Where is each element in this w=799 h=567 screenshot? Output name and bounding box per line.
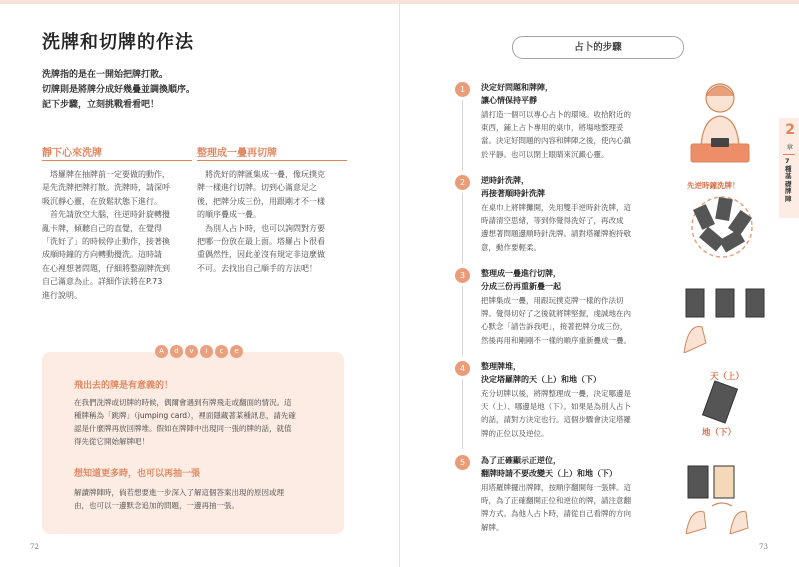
advice-badge-letter: d: [170, 345, 183, 358]
chapter-title: 7種基礎牌陣: [785, 157, 792, 203]
body-line: 是先洗牌把牌打散。洗牌時，請深呼: [42, 183, 170, 193]
body-line: 時請清空思緒，等到你覺得洗好了，再改成: [481, 216, 624, 226]
deck-orientation-illustration: [696, 380, 746, 426]
earth-caption: 地（下）: [702, 428, 737, 438]
body-line: 牌方式。為他人占卜時，請從自己看牌的方向: [481, 509, 631, 519]
advice-body-draw-more: [74, 486, 336, 512]
step-connector: [462, 379, 463, 449]
advice-badge-letter: i: [200, 345, 213, 358]
step-heading: [481, 82, 553, 107]
advice-badge-letter: A: [155, 345, 168, 358]
heading-rule: [197, 160, 347, 161]
body-line: 塔羅牌在抽牌前一定要做的動作，: [42, 170, 170, 179]
body-line: 請打造一個可以專心占卜的環境。收拾附近的: [481, 110, 631, 119]
advice-heading-jumping-card: 飛出去的牌是有意義的！: [74, 381, 174, 391]
body-line: 在桌巾上將牌攤開，先用雙手逆時針洗牌，這: [481, 203, 631, 212]
page-number-left: 72: [30, 543, 39, 551]
page-title: 洗牌和切牌的作法: [42, 32, 194, 53]
body-line: 進行說明。: [42, 290, 82, 300]
intro-line: 記下步驟，立刻挑戰看看吧！: [42, 100, 160, 110]
step-heading: [481, 268, 561, 293]
step-body: [481, 108, 631, 161]
heading-line: 分成三份再重新疊一起: [481, 281, 561, 291]
body-line: 自己滿意為止。詳細作法將在P.73: [42, 277, 163, 287]
body-line: 解牌。: [481, 522, 504, 532]
step-number-badge: 2: [455, 175, 470, 190]
body-line: 為別人占卜時，也可以詢問對方要: [197, 223, 325, 233]
body-line: 由，也可以一邊默念追加的問題，一邊再抽一張。: [74, 501, 239, 510]
body-line: 解讀牌陣時，倘若想要進一步深入了解這個答案出現的原因或理: [74, 488, 284, 497]
body-line: 時，為了正確翻開正位和逆位的牌，請注意翻: [481, 496, 631, 506]
body-line: 天（上）、哪邊是地（下）。如果是為別人占卜: [481, 402, 631, 412]
advice-heading-draw-more: 想知道更多時，也可以再抽一張: [74, 469, 201, 479]
body-line: 在心裡想著問題，仔細將整副牌洗到: [42, 263, 170, 273]
body-line: 充分切牌以後，將牌整理成一疊，決定哪邊是: [481, 389, 631, 398]
step-heading: [481, 361, 601, 386]
advice-badge-letter: e: [230, 345, 243, 358]
body-line: 「洗好了」的時候停止動作，接著換: [42, 237, 170, 247]
column-heading-shuffle: 靜下心來洗牌: [42, 148, 102, 159]
heading-line: 整理成一疊進行切牌，: [481, 269, 561, 278]
body-line: 成順時鐘的方向轉動攪洗。這時請: [42, 250, 162, 260]
body-line: 在我們洗牌或切牌的時候，偶爾會遇到有牌飛走或翻面的情況。這: [74, 398, 292, 407]
heading-line: 翻牌時請不要改變天（上）和地（下）: [481, 468, 617, 478]
body-line: 種牌稱為「跳牌」（jumping card），裡面隱藏著某種訊息，請先確: [74, 411, 296, 420]
heading-line: 讓心情保持平靜: [481, 95, 537, 105]
column-body-shuffle: [42, 168, 192, 302]
heading-line: 為了正確顯示正逆位，: [481, 456, 561, 465]
heading-rule: [42, 160, 192, 161]
step-heading: [481, 175, 545, 200]
body-line: 亂卡牌，傾聽自己的直覺，在覺得: [42, 223, 162, 233]
three-piles-illustration: [682, 283, 772, 353]
body-line: 當。決定好問題的內容和牌陣之後，使內心鎮: [481, 136, 631, 146]
body-line: 把牌集成一疊，用跟玩撲克牌一樣的作法切: [481, 296, 624, 305]
heading-line: 逆時針洗牌，: [481, 176, 529, 185]
body-line: 不可。去找出自己順手的方法吧！: [197, 263, 317, 273]
advice-badges: [155, 345, 243, 358]
body-line: 用塔羅牌擺出牌陣，按順序翻開每一張牌。這: [481, 483, 631, 492]
left-page: [0, 0, 399, 567]
shuffle-caption: 先逆時鐘洗牌！: [687, 181, 740, 190]
body-line: 然後再用和剛剛不一樣的順序重新疊成一疊。: [481, 335, 631, 345]
body-line: 牌一樣進行切牌。切到心滿意足之: [197, 183, 317, 193]
step-connector: [462, 286, 463, 356]
step-body: [481, 294, 631, 347]
body-line: 牌。覺得切好了之後就將牌堅握，虔誠地在內: [481, 309, 631, 319]
chapter-number: 2: [785, 122, 795, 138]
advice-badge-letter: v: [185, 345, 198, 358]
flip-card-illustration: [682, 462, 754, 534]
heading-line: 決定好問題和牌陣，: [481, 83, 553, 92]
body-line: 邊想著問題邊順時針洗牌。請對塔羅牌抱持敬: [481, 229, 631, 239]
body-line: 的話，請對方決定也行。這個步驟會決定塔羅: [481, 415, 631, 425]
body-line: 將洗好的牌匯集成一疊，像玩撲克: [197, 170, 325, 179]
step-number-badge: 5: [455, 455, 470, 470]
right-page: [400, 0, 799, 567]
body-line: 吸沉靜心靈，在放鬆狀態下進行。: [42, 196, 162, 206]
body-line: 重偶然性，因此並沒有規定非這麼做: [197, 250, 325, 260]
body-line: 的順序疊成一疊。: [197, 210, 261, 220]
step-connector: [462, 100, 463, 170]
intro-text: [42, 68, 362, 113]
advice-badge-letter: c: [215, 345, 228, 358]
step-number-badge: 1: [455, 82, 470, 97]
chapter-label: 章: [786, 143, 793, 151]
body-line: 心默念「請告訴我吧」，接著把牌分成三份，: [481, 322, 628, 332]
body-line: 意，動作要輕柔。: [481, 242, 541, 252]
heading-line: 決定塔羅牌的天（上）和地（下）: [481, 374, 601, 384]
body-line: 牌的正位以及逆位。: [481, 428, 549, 438]
person-at-table-illustration: [685, 76, 755, 171]
step-body: [481, 201, 631, 254]
scattered-cards-illustration: [683, 192, 761, 262]
body-line: 於平靜。也可以閉上眼睛來沉澱心靈。: [481, 149, 609, 159]
heading-line: 整理牌堆，: [481, 362, 521, 371]
intro-line: 洗牌指的是在一開始把牌打散。: [42, 70, 169, 80]
step-number-badge: 4: [455, 361, 470, 376]
body-line: 東西，鋪上占卜專用的桌巾，將場地整理妥: [481, 123, 624, 133]
step-number-badge: 3: [455, 268, 470, 283]
intro-line: 切牌則是將牌分成好幾疊並調換順序。: [42, 85, 196, 95]
advice-box: [42, 347, 344, 534]
advice-body-jumping-card: [74, 396, 336, 448]
body-line: 得先從它開始解牌吧！: [74, 437, 149, 446]
body-line: 後，把牌分成三份，用跟剛才不一樣: [197, 196, 325, 206]
body-line: 首先請放空大腦，往逆時針旋轉攪: [42, 210, 170, 220]
heading-line: 再接著順時針洗牌: [481, 188, 545, 198]
step-connector: [462, 193, 463, 263]
step-heading: [481, 455, 617, 480]
body-line: 把哪一份放在最上面。塔羅占卜很看: [197, 237, 325, 247]
page-number-right: 73: [759, 543, 768, 551]
body-line: 認是什麼牌再放回牌堆。假如在牌陣中出現同一張的牌的話，就值: [74, 424, 292, 433]
step-body: [481, 481, 631, 534]
column-heading-cut: 整理成一疊再切牌: [197, 148, 277, 159]
heaven-caption: 天（上）: [710, 372, 745, 382]
section-title: 占卜的步驟: [512, 36, 684, 59]
column-body-cut: [197, 168, 347, 275]
chapter-tab-rule: [783, 154, 795, 155]
step-body: [481, 387, 631, 440]
